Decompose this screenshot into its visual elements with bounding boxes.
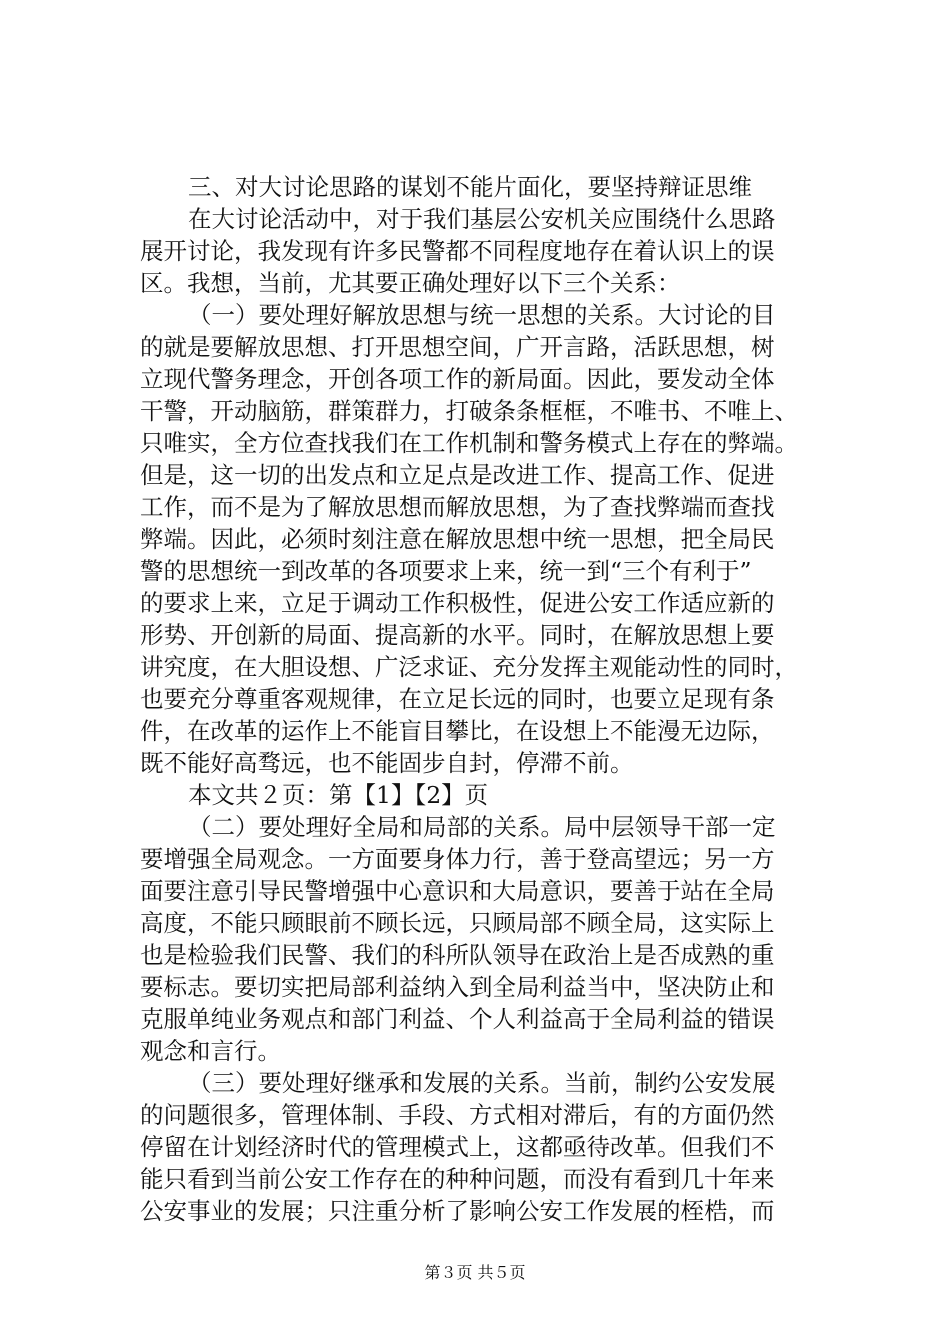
text-line: 的就是要解放思想、打开思想空间，广开言路，活跃思想，树 bbox=[140, 333, 775, 361]
text-line: 讲究度，在大胆设想、广泛求证、充分发挥主观能动性的同时， bbox=[140, 653, 798, 681]
text-line: 工作，而不是为了解放思想而解放思想，为了查找弊端而查找 bbox=[140, 493, 775, 521]
text-line: 干警，开动脑筋，群策群力，打破条条框框，不唯书、不唯上、 bbox=[140, 397, 798, 425]
text-line: 也是检验我们民警、我们的科所队领导在政治上是否成熟的重 bbox=[140, 941, 775, 969]
text-line: 弊端。因此，必须时刻注意在解放思想中统一思想，把全局民 bbox=[140, 525, 775, 553]
text-line: 但是，这一切的出发点和立足点是改进工作、提高工作、促进 bbox=[140, 461, 775, 489]
page-footer bbox=[0, 1263, 950, 1283]
text-line: 展开讨论，我发现有许多民警都不同程度地存在着认识上的误 bbox=[140, 237, 775, 265]
text-line: 形势、开创新的局面、提高新的水平。同时，在解放思想上要 bbox=[140, 621, 775, 649]
text-line: 警的思想统一到改革的各项要求上来，统一到“三个有利于” bbox=[140, 557, 752, 585]
text-line: 克服单纯业务观点和部门利益、个人利益高于全局利益的错误 bbox=[140, 1005, 775, 1033]
text-line: 也要充分尊重客观规律，在立足长远的同时，也要立足现有条 bbox=[140, 685, 775, 713]
text-line: 三、对大讨论思路的谋划不能片面化，要坚持辩证思维 bbox=[188, 173, 752, 201]
text-line: 件，在改革的运作上不能盲目攀比，在设想上不能漫无边际， bbox=[140, 717, 775, 745]
text-line: 只唯实，全方位查找我们在工作机制和警务模式上存在的弊端。 bbox=[140, 429, 798, 457]
text-line: 观念和言行。 bbox=[140, 1037, 281, 1065]
text-line: 要增强全局观念。一方面要身体力行，善于登高望远；另一方 bbox=[140, 845, 775, 873]
text-line: 的问题很多，管理体制、手段、方式相对滞后，有的方面仍然 bbox=[140, 1101, 775, 1129]
text-line: 停留在计划经济时代的管理模式上，这都亟待改革。但我们不 bbox=[140, 1133, 775, 1161]
text-line: 要标志。要切实把局部利益纳入到全局利益当中，坚决防止和 bbox=[140, 973, 775, 1001]
text-line: （二）要处理好全局和局部的关系。局中层领导干部一定 bbox=[188, 813, 776, 841]
text-line: 立现代警务理念，开创各项工作的新局面。因此，要发动全体 bbox=[140, 365, 775, 393]
text-line: 既不能好高骛远，也不能固步自封，停滞不前。 bbox=[140, 749, 634, 777]
page-nav-note: 本文共２页：第【1】【2】页 bbox=[188, 781, 489, 809]
text-line: （三）要处理好继承和发展的关系。当前，制约公安发展 bbox=[188, 1069, 776, 1097]
text-line: 面要注意引导民警增强中心意识和大局意识，要善于站在全局 bbox=[140, 877, 775, 905]
text-line: 公安事业的发展；只注重分析了影响公安工作发展的桎梏，而 bbox=[140, 1197, 775, 1225]
text-line: 高度，不能只顾眼前不顾长远，只顾局部不顾全局，这实际上 bbox=[140, 909, 775, 937]
text-line: （一）要处理好解放思想与统一思想的关系。大讨论的目 bbox=[188, 301, 776, 329]
text-line: 在大讨论活动中，对于我们基层公安机关应围绕什么思路 bbox=[188, 205, 776, 233]
page-number: 第３页 共５页 bbox=[424, 1263, 526, 1282]
text-line: 能只看到当前公安工作存在的种种问题，而没有看到几十年来 bbox=[140, 1165, 775, 1193]
text-line: 区。我想，当前，尤其要正确处理好以下三个关系： bbox=[140, 269, 681, 297]
text-line: 的要求上来，立足于调动工作积极性，促进公安工作适应新的 bbox=[140, 589, 775, 617]
